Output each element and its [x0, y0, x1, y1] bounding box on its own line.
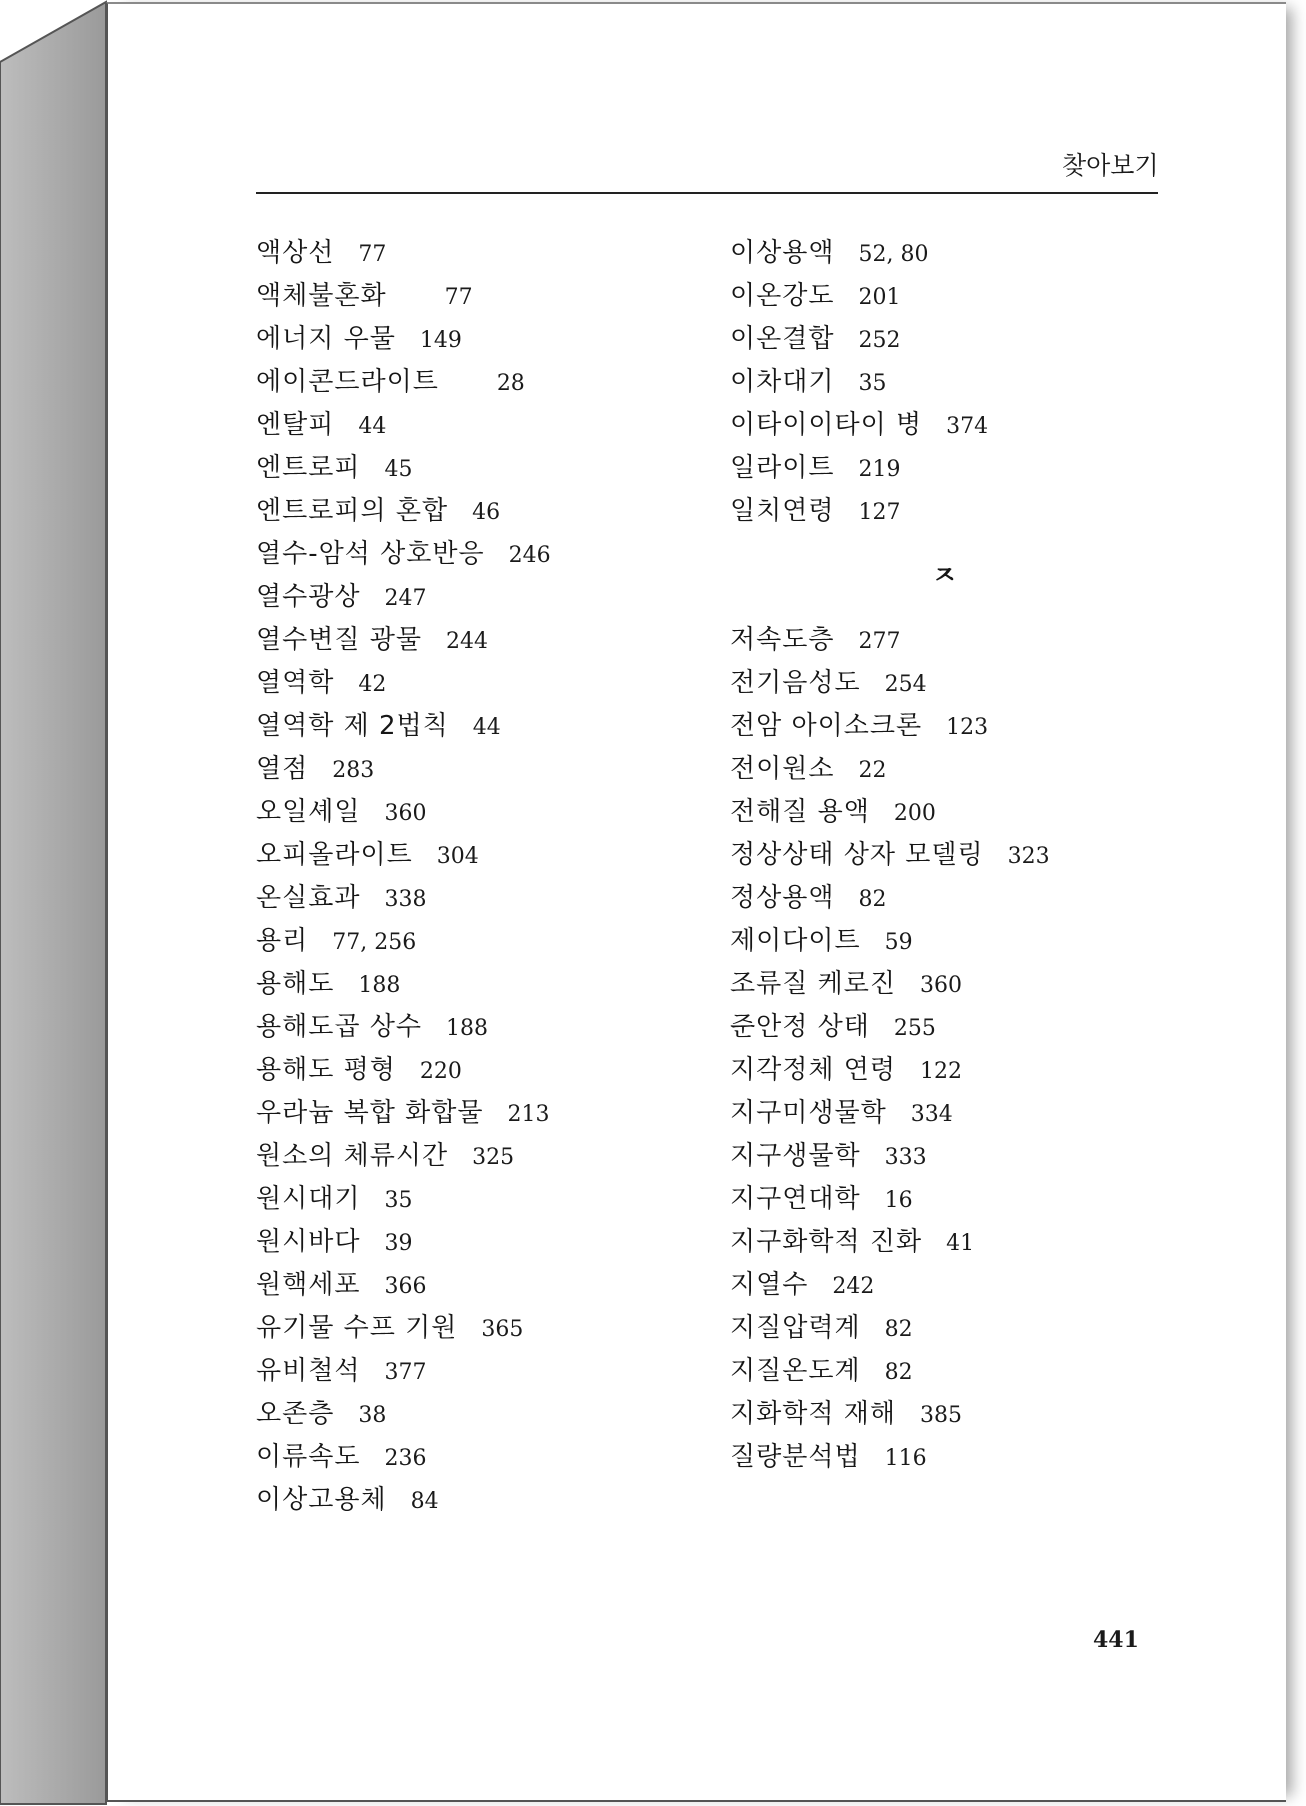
index-entry	[730, 1307, 1170, 1350]
page-number: 441	[1093, 1627, 1139, 1653]
index-page-refs: 323	[1007, 844, 1050, 869]
index-entry	[256, 318, 696, 361]
index-entry	[256, 791, 696, 834]
index-term: 열점	[256, 754, 309, 784]
index-term: 엔트로피	[256, 453, 361, 483]
index-term: 용해도	[256, 969, 335, 999]
index-entry	[256, 576, 696, 619]
index-entry	[256, 1264, 696, 1307]
index-page-refs: 242	[832, 1274, 875, 1299]
index-page-refs: 220	[419, 1059, 462, 1084]
index-term: 전암 아이소크론	[730, 711, 923, 741]
index-term: 지구화학적 진화	[730, 1227, 923, 1257]
index-term: 이류속도	[256, 1442, 361, 1472]
index-entry	[730, 1049, 1170, 1092]
index-page-refs: 277	[858, 629, 901, 654]
index-term: 이온결합	[730, 324, 835, 354]
index-page-refs: 116	[884, 1446, 927, 1471]
index-page-refs: 149	[419, 328, 462, 353]
index-page-refs: 255	[893, 1016, 936, 1041]
index-column-right	[730, 232, 1170, 1479]
index-term: 용리	[256, 926, 309, 956]
index-entry	[256, 1479, 696, 1522]
index-entry	[730, 1436, 1170, 1479]
index-page-refs: 333	[884, 1145, 927, 1170]
index-group-bottom	[730, 619, 1170, 1479]
index-page-refs: 360	[384, 801, 427, 826]
index-term: 이상용액	[730, 238, 835, 268]
index-page-refs: 283	[332, 758, 375, 783]
index-entry	[730, 920, 1170, 963]
index-page-refs: 325	[472, 1145, 515, 1170]
index-page-refs: 374	[946, 414, 989, 439]
index-entry	[256, 361, 696, 404]
index-page-refs: 77	[444, 285, 473, 310]
index-page-refs: 16	[884, 1188, 913, 1213]
index-term: 지구연대학	[730, 1184, 861, 1214]
index-page-refs: 41	[946, 1231, 975, 1256]
index-entry	[256, 1006, 696, 1049]
index-term: 원시대기	[256, 1184, 361, 1214]
index-term: 유비철석	[256, 1356, 361, 1386]
index-entry	[256, 1221, 696, 1264]
index-term: 이온강도	[730, 281, 835, 311]
index-page-refs: 254	[884, 672, 927, 697]
index-page-refs: 188	[358, 973, 401, 998]
index-entry	[256, 275, 696, 318]
index-entry	[256, 1350, 696, 1393]
index-term: 유기물 수프 기원	[256, 1313, 458, 1343]
index-page-refs: 236	[384, 1446, 427, 1471]
index-page-refs: 244	[445, 629, 488, 654]
index-term: 용해도 평형	[256, 1055, 396, 1085]
index-term: 전기음성도	[730, 668, 861, 698]
index-term: 에이콘드라이트	[256, 367, 439, 397]
index-entry	[256, 963, 696, 1006]
index-term: 준안정 상태	[730, 1012, 870, 1042]
index-term: 열수변질 광물	[256, 625, 422, 655]
index-entry	[256, 447, 696, 490]
index-term: 지화학적 재해	[730, 1399, 896, 1429]
index-term: 저속도층	[730, 625, 835, 655]
index-entry	[256, 619, 696, 662]
index-term: 이상고용체	[256, 1485, 387, 1515]
index-term: 일라이트	[730, 453, 835, 483]
index-entry	[256, 834, 696, 877]
index-entry	[730, 1092, 1170, 1135]
section-letter: ㅈ	[932, 561, 958, 591]
index-entry	[730, 834, 1170, 877]
index-page-refs: 338	[384, 887, 427, 912]
index-entry	[730, 705, 1170, 748]
index-page-refs: 213	[507, 1102, 550, 1127]
index-term: 일치연령	[730, 496, 835, 526]
index-term: 엔탈피	[256, 410, 335, 440]
index-page-refs: 127	[858, 500, 901, 525]
index-entry	[730, 447, 1170, 490]
index-entry	[256, 705, 696, 748]
index-term: 액체불혼화	[256, 281, 387, 311]
index-entry	[730, 404, 1170, 447]
index-entry	[730, 619, 1170, 662]
index-page-refs: 82	[884, 1360, 913, 1385]
index-entry	[256, 533, 696, 576]
index-term: 온실효과	[256, 883, 361, 913]
index-entry	[730, 1264, 1170, 1307]
index-page-refs: 365	[481, 1317, 524, 1342]
index-term: 액상선	[256, 238, 335, 268]
index-column-left	[256, 232, 696, 1522]
index-page-refs: 77	[358, 242, 387, 267]
index-entry	[730, 1178, 1170, 1221]
index-page-refs: 45	[384, 457, 413, 482]
index-term: 지질압력계	[730, 1313, 861, 1343]
index-term: 전이원소	[730, 754, 835, 784]
index-term: 지구미생물학	[730, 1098, 887, 1128]
index-term: 원시바다	[256, 1227, 361, 1257]
index-entry	[256, 1178, 696, 1221]
index-term: 용해도곱 상수	[256, 1012, 422, 1042]
index-term: 엔트로피의 혼합	[256, 496, 449, 526]
index-term: 원소의 체류시간	[256, 1141, 449, 1171]
index-term: 지각정체 연령	[730, 1055, 896, 1085]
index-page-refs: 82	[858, 887, 887, 912]
index-entry	[256, 748, 696, 791]
index-page-refs: 35	[858, 371, 887, 396]
index-term: 에너지 우물	[256, 324, 396, 354]
index-page-refs: 252	[858, 328, 901, 353]
index-term: 조류질 케로진	[730, 969, 896, 999]
index-term: 열수광상	[256, 582, 361, 612]
index-term: 전해질 용액	[730, 797, 870, 827]
index-entry	[256, 1049, 696, 1092]
index-entry	[730, 1221, 1170, 1264]
index-page-refs: 44	[358, 414, 387, 439]
index-page-refs: 84	[410, 1489, 439, 1514]
index-page-refs: 366	[384, 1274, 427, 1299]
index-page-refs: 52, 80	[858, 242, 929, 267]
index-page-refs: 123	[946, 715, 989, 740]
index-term: 오피올라이트	[256, 840, 413, 870]
index-entry	[256, 404, 696, 447]
index-page-refs: 44	[472, 715, 501, 740]
index-entry	[730, 1006, 1170, 1049]
index-page-refs: 22	[858, 758, 887, 783]
index-page-refs: 246	[508, 543, 551, 568]
index-page-refs: 82	[884, 1317, 913, 1342]
index-term: 열역학	[256, 668, 335, 698]
index-entry	[730, 1135, 1170, 1178]
index-term: 제이다이트	[730, 926, 861, 956]
index-entry	[730, 1393, 1170, 1436]
index-entry	[256, 662, 696, 705]
index-page-refs: 28	[496, 371, 525, 396]
index-entry	[730, 232, 1170, 275]
index-page-refs: 360	[919, 973, 962, 998]
index-page-refs: 385	[919, 1403, 962, 1428]
index-page-refs: 42	[358, 672, 387, 697]
index-term: 지열수	[730, 1270, 809, 1300]
index-page-refs: 219	[858, 457, 901, 482]
index-entry	[256, 1436, 696, 1479]
index-term: 원핵세포	[256, 1270, 361, 1300]
index-page-refs: 39	[384, 1231, 413, 1256]
index-entry	[730, 275, 1170, 318]
index-page-refs: 334	[910, 1102, 953, 1127]
index-page-refs: 201	[858, 285, 901, 310]
index-entry	[730, 318, 1170, 361]
index-page-refs: 38	[358, 1403, 387, 1428]
index-entry	[730, 791, 1170, 834]
index-page-refs: 77, 256	[332, 930, 417, 955]
index-entry	[256, 877, 696, 920]
index-page-refs: 188	[445, 1016, 488, 1041]
index-entry	[256, 490, 696, 533]
index-term: 열수-암석 상호반응	[256, 539, 485, 569]
index-page-refs: 304	[436, 844, 479, 869]
index-term: 이타이이타이 병	[730, 410, 923, 440]
index-page-refs: 200	[893, 801, 936, 826]
index-entry	[256, 1393, 696, 1436]
index-entry	[256, 1135, 696, 1178]
index-entry	[730, 361, 1170, 404]
index-entry	[730, 1350, 1170, 1393]
index-entry	[256, 1307, 696, 1350]
index-entry	[730, 490, 1170, 533]
running-head: 찾아보기	[1062, 151, 1159, 180]
index-entry	[256, 1092, 696, 1135]
index-term: 지질온도계	[730, 1356, 861, 1386]
index-entry	[730, 662, 1170, 705]
index-page-refs: 247	[384, 586, 427, 611]
index-page-refs: 122	[919, 1059, 962, 1084]
index-page-refs: 377	[384, 1360, 427, 1385]
index-group-top	[730, 232, 1170, 533]
index-term: 정상용액	[730, 883, 835, 913]
index-page-refs: 35	[384, 1188, 413, 1213]
index-term: 이차대기	[730, 367, 835, 397]
index-term: 지구생물학	[730, 1141, 861, 1171]
index-term: 오일셰일	[256, 797, 361, 827]
index-entry	[730, 748, 1170, 791]
index-entry	[730, 877, 1170, 920]
index-entry	[256, 232, 696, 275]
index-term: 열역학 제 2법칙	[256, 711, 449, 741]
index-term: 우라늄 복합 화합물	[256, 1098, 484, 1128]
index-term: 질량분석법	[730, 1442, 861, 1472]
index-page-refs: 46	[472, 500, 501, 525]
index-term: 오존층	[256, 1399, 335, 1429]
index-entry	[730, 963, 1170, 1006]
index-entry	[256, 920, 696, 963]
index-page-refs: 59	[884, 930, 913, 955]
index-term: 정상상태 상자 모델링	[730, 840, 984, 870]
header-rule	[256, 192, 1158, 194]
